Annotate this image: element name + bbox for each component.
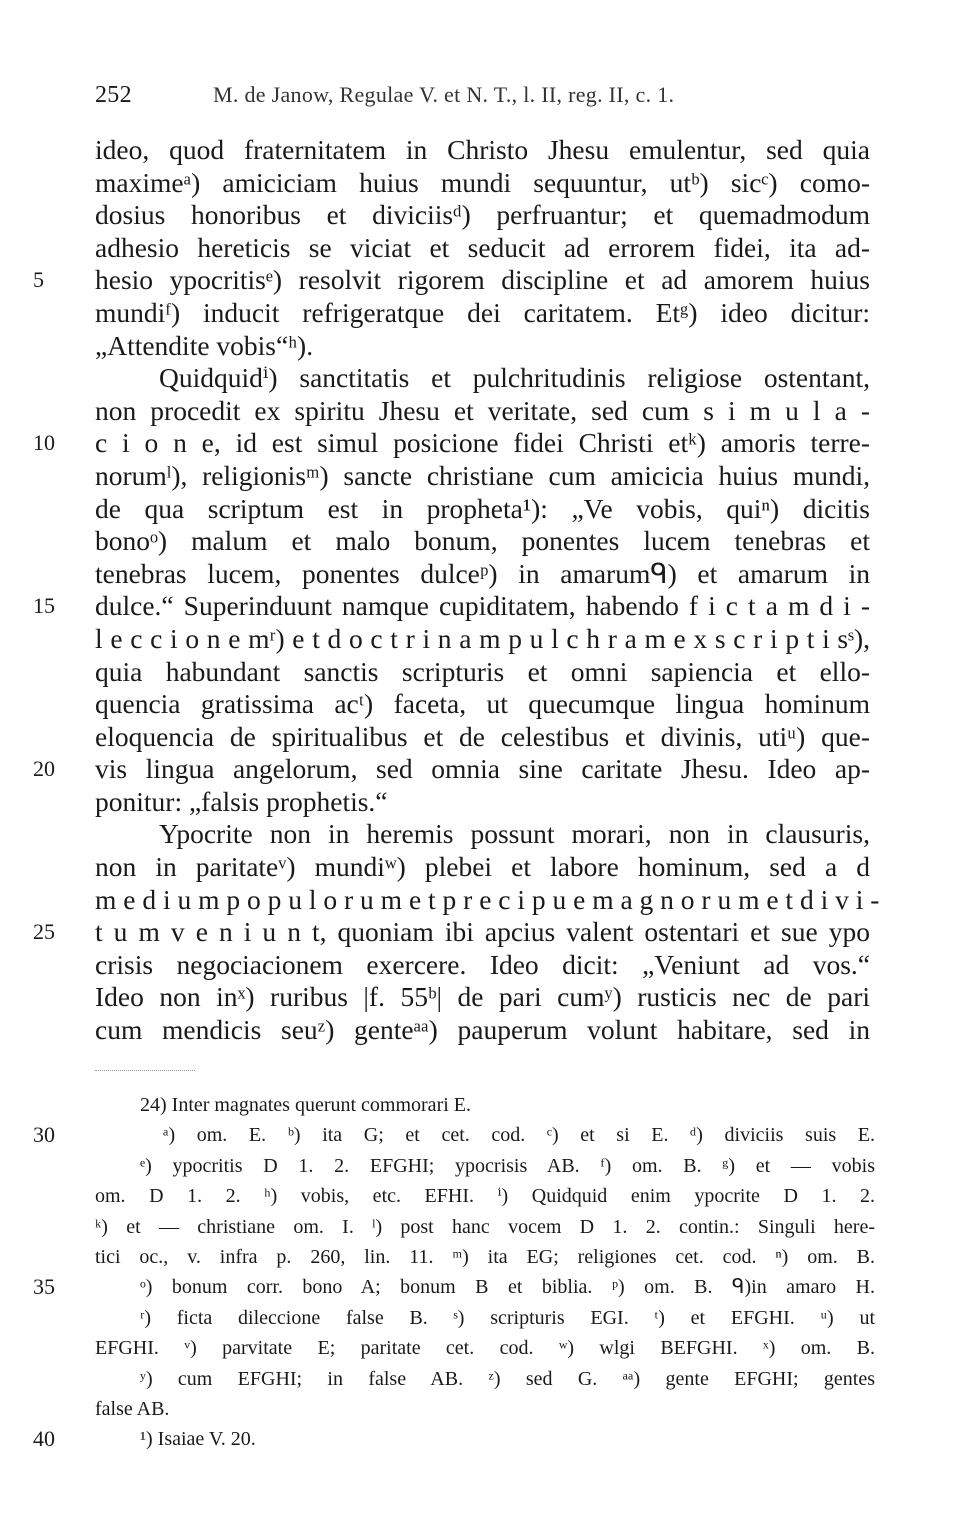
- line-text: m e d i u m p o p u l o r u m e t p r e c i p u e m a g n o r u m e t d i v i -: [95, 883, 880, 915]
- text-line: [95, 688, 870, 721]
- footnote-text: EFGHI. ᵛ) parvitate E; paritate cet. cod. ʷ) wlgi BEFGHI. ˣ) om. B.: [95, 1337, 875, 1360]
- text-line: [95, 656, 870, 689]
- text-line: [95, 558, 870, 591]
- text-line: [95, 330, 870, 363]
- text-line: [95, 167, 870, 200]
- line-text: l e c c i o n e mʳ) e t d o c t r i n a m p u l c h r a m e x s c r i p t i sˢ),: [95, 622, 870, 654]
- text-line: [33, 427, 870, 460]
- footnote-text: ᵏ) et — christiane om. I. ˡ) post hanc vocem D 1. 2. contin.: Singuli here-: [95, 1215, 875, 1238]
- line-text: ideo, quod fraternitatem in Christo Jhesu emulentur, sed quia: [95, 134, 870, 165]
- text-line: [95, 1014, 870, 1047]
- line-number: 25: [33, 919, 55, 945]
- line-text: bonoᵒ) malum et malo bonum, ponentes lucem tenebras et: [95, 525, 870, 557]
- line-text: c i o n e, id est simul posicione fidei Christi etᵏ) amoris terre-: [95, 427, 870, 459]
- line-text: dosius honoribus et diviciisᵈ) perfruantur; et quemadmodum: [95, 199, 870, 231]
- text-line: [33, 916, 870, 949]
- line-text: quencia gratissima acᵗ) faceta, ut quecumque lingua hominum: [95, 688, 870, 720]
- footnote-line: [95, 1303, 880, 1333]
- text-line: [33, 264, 870, 297]
- footnote-text: ᵃ) om. E. ᵇ) ita G; et cet. cod. ᶜ) et si E. ᵈ) diviciis suis E.: [163, 1124, 875, 1147]
- line-text: vis lingua angelorum, sed omnia sine caritate Jhesu. Ideo ap-: [95, 753, 870, 785]
- text-line: [33, 753, 870, 786]
- line-text: Ypocrite non in heremis possunt morari, non in clausuris,: [159, 818, 870, 850]
- running-head: M. de Janow, Regulae V. et N. T., l. II, reg. II, c. 1.: [213, 82, 675, 107]
- text-line: [95, 460, 870, 493]
- line-text: Ideo non inˣ) ruribus |f. 55ᵇ| de pari cumʸ) rusticis nec de pari: [95, 981, 870, 1013]
- text-line: [95, 883, 880, 917]
- line-text: eloquencia de spiritualibus et de celestibus et divinis, utiᵘ) que-: [95, 720, 870, 752]
- footnote-separator: [95, 1070, 195, 1071]
- footnote-text: ᵒ) bonum corr. bono A; bonum B et biblia. ᵖ) om. B. ᑫ)in amaro H.: [140, 1276, 875, 1299]
- main-text: [33, 134, 880, 1047]
- line-number: 5: [33, 267, 44, 293]
- footnote-text: ʸ) cum EFGHI; in false AB. ᶻ) sed G. ᵃᵃ) gente EFGHI; gentes: [140, 1367, 875, 1390]
- text-line: [95, 851, 870, 884]
- line-text: mundiᶠ) inducit refrigeratque dei caritatem. Etᵍ) ideo dicitur:: [95, 296, 870, 328]
- line-text: de qua scriptum est in propheta¹): „Ve vobis, quiⁿ) dicitis: [95, 492, 870, 524]
- line-text: non in paritateᵛ) mundiʷ) plebei et labore hominum, sed a d: [95, 851, 870, 883]
- text-line: [95, 493, 870, 526]
- line-text: non procedit ex spiritu Jhesu et veritate, sed cum s i m u l a -: [95, 394, 870, 426]
- footnote-text: ¹) Isaiae V. 20.: [140, 1428, 256, 1451]
- text-line: [95, 362, 870, 395]
- text-line: [33, 590, 870, 623]
- line-text: t u m v e n i u n t, quoniam ibi apcius valent ostentari et sue ypo: [95, 916, 870, 948]
- line-text: quia habundant sanctis scripturis et omni sapiencia et ello-: [95, 655, 870, 687]
- footnote-text: ᵉ) ypocritis D 1. 2. EFGHI; ypocrisis AB. ᶠ) om. B. ᵍ) et — vobis: [140, 1154, 875, 1177]
- line-text: dulce.“ Superinduunt namque cupiditatem, habendo f i c t a m d i -: [95, 590, 870, 622]
- footnote-line: [95, 1212, 880, 1242]
- footnote-line: [95, 1090, 880, 1120]
- text-line: [95, 134, 870, 167]
- footnote-line: [33, 1120, 880, 1150]
- text-line: [95, 981, 870, 1014]
- line-text: tenebras lucem, ponentes dulceᵖ) in amarumᑫ) et amarum in: [95, 557, 870, 589]
- footnote-text: tici oc., v. infra p. 260, lin. 11. ᵐ) ita EG; religiones cet. cod. ⁿ) om. B.: [95, 1245, 875, 1268]
- text-line: [95, 949, 870, 982]
- text-line: [95, 395, 870, 428]
- text-line: [95, 786, 870, 819]
- text-line: [95, 232, 870, 265]
- line-number: 10: [33, 430, 55, 456]
- line-text: maximeᵃ) amiciciam huius mundi sequuntur, utᵇ) sicᶜ) como-: [95, 166, 870, 198]
- line-number: 35: [33, 1274, 55, 1300]
- footnote-line: [95, 1394, 880, 1424]
- line-text: Quidquidⁱ) sanctitatis et pulchritudinis religiose ostentant,: [159, 362, 870, 394]
- page-header: [95, 82, 875, 118]
- footnote-text: 24) Inter magnates querunt commorari E.: [140, 1094, 471, 1116]
- line-text: „Attendite vobis“ʰ).: [95, 329, 314, 361]
- line-text: hesio ypocritisᵉ) resolvit rigorem discipline et ad amorem huius: [95, 264, 870, 296]
- text-line: [95, 297, 870, 330]
- line-text: crisis negociacionem exercere. Ideo dicit: „Veniunt ad vos.“: [95, 948, 870, 980]
- footnote-line: [33, 1424, 880, 1454]
- text-line: [95, 623, 870, 656]
- page-number: 252: [95, 82, 132, 108]
- line-text: adhesio hereticis se viciat et seducit ad errorem fidei, ita ad-: [95, 231, 870, 263]
- footnote-line: [95, 1333, 880, 1363]
- line-number: 40: [33, 1426, 55, 1452]
- text-line: [95, 199, 870, 232]
- footnote-line: [95, 1151, 880, 1181]
- text-line: [95, 818, 870, 851]
- text-line: [95, 525, 870, 558]
- footnote-line: [95, 1181, 880, 1211]
- footnote-line: [95, 1242, 880, 1272]
- footnote-text: false AB.: [95, 1397, 170, 1420]
- line-number: 15: [33, 593, 55, 619]
- footnote-text: ʳ) ficta dileccione false B. ˢ) scripturis EGI. ᵗ) et EFGHI. ᵘ) ut: [140, 1306, 875, 1329]
- line-text: norumˡ), religionisᵐ) sancte christiane cum amicicia huius mundi,: [95, 459, 870, 491]
- line-text: ponitur: „falsis prophetis.“: [95, 785, 388, 817]
- footnote-line: [33, 1272, 880, 1302]
- text-line: [95, 721, 870, 754]
- line-number: 30: [33, 1122, 55, 1148]
- line-text: cum mendicis seuᶻ) genteᵃᵃ) pauperum volunt habitare, sed in: [95, 1014, 870, 1046]
- line-number: 20: [33, 756, 55, 782]
- footnote-text: om. D 1. 2. ʰ) vobis, etc. EFHI. ⁱ) Quidquid enim ypocrite D 1. 2.: [95, 1185, 875, 1208]
- apparatus-footnotes: [33, 1090, 880, 1455]
- footnote-line: [95, 1364, 880, 1394]
